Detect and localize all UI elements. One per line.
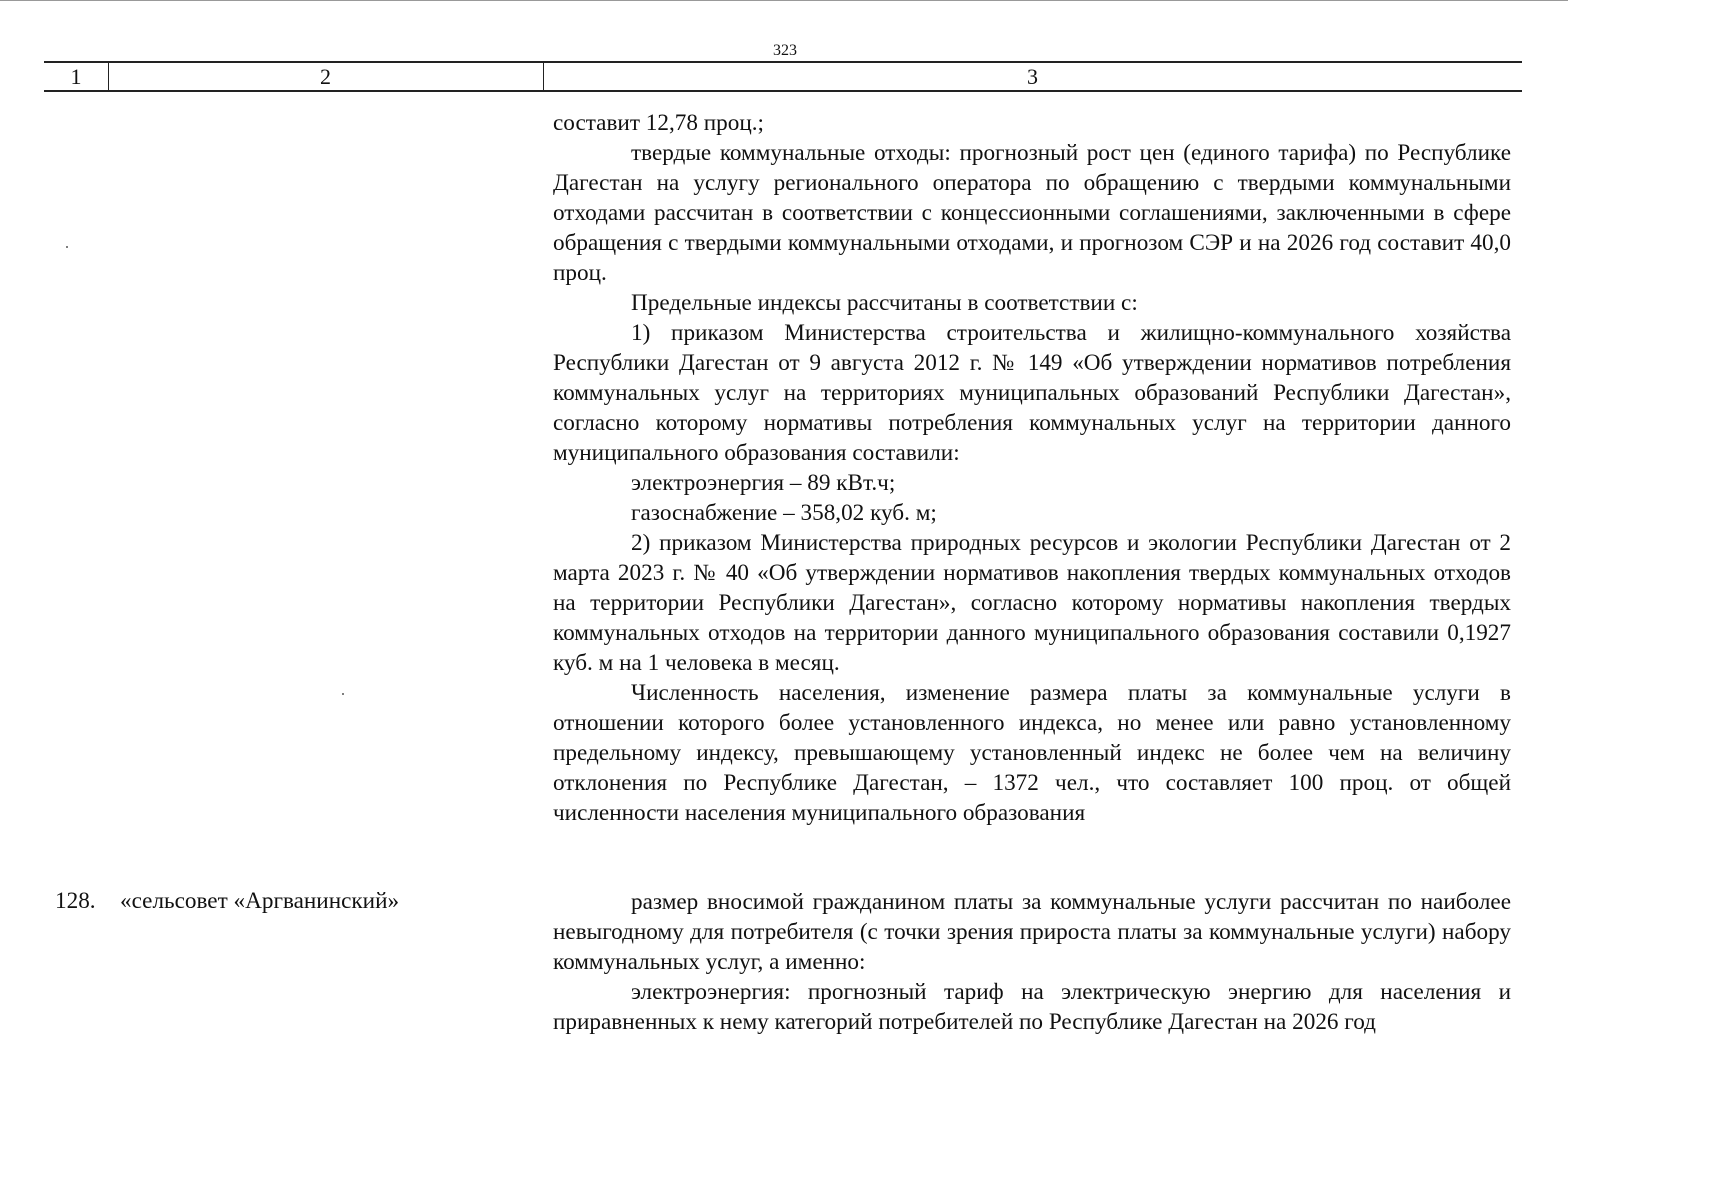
paragraph: 2) приказом Министерства природных ресурсов и экологии Республики Дагестан от 2 марта 2023 г. № 40 «Об утверждении нормативов накопления твердых коммунальных отходов на территории Республики Дагестан», согласно которому нормативы накопления твердых коммунальных отходов на территории данного муниципального образования составили 0,1927 куб. м на 1 человека в месяц.	[553, 530, 1511, 676]
paragraph: газоснабжение – 358,02 куб. м;	[631, 500, 937, 526]
paragraph: 1) приказом Министерства строительства и жилищно-коммунального хозяйства Республики Дагестан от 9 августа 2012 г. № 149 «Об утверждении нормативов потребления коммунальных услуг на территориях муниципальных образований Республики Дагестан», согласно которому нормативы потребления коммунальных услуг на территории данного муниципального образования составили:	[553, 320, 1511, 466]
column-header-1: 1	[70, 64, 82, 89]
scan-speck	[342, 693, 344, 695]
paragraph: Предельные индексы рассчитаны в соответствии с:	[631, 290, 1138, 316]
municipality-name: «сельсовет «Аргванинский»	[120, 888, 400, 914]
paragraph: электроэнергия: прогнозный тариф на электрическую энергию для населения и приравненных к нему категорий потребителей по Республике Дагестан на 2026 год	[553, 979, 1511, 1035]
column-header-3: 3	[1027, 64, 1038, 89]
paragraph: составит 12,78 проц.;	[553, 110, 764, 136]
table-header-bottom-rule	[44, 90, 1522, 92]
paragraph: Численность населения, изменение размера платы за коммунальные услуги в отношении которого более установленного индекса, но менее или равно установленному предельному индексу, превышающему установленный индекс не более чем на величину отклонения по Республике Дагестан, – 1372 чел., что составляет 100 проц. от общей численности населения муниципального образования	[553, 680, 1511, 826]
paragraph: твердые коммунальные отходы: прогнозный рост цен (единого тарифа) по Республике Дагестан на услугу регионального оператора по обращению с твердыми коммунальными отходами рассчитан в соответствии с концессионными соглашениями, заключенными в сфере обращения с твердыми коммунальными отходами, и прогнозом СЭР и на 2026 год составит 40,0 проц.	[553, 140, 1511, 286]
continuation-text-block	[553, 108, 1511, 828]
page-number: 323	[773, 42, 797, 59]
scan-speck	[66, 246, 68, 248]
row-number: 128.	[55, 888, 96, 914]
paragraph: электроэнергия – 89 кВт.ч;	[631, 470, 896, 496]
paragraph: размер вносимой гражданином платы за коммунальные услуги рассчитан по наиболее невыгодному для потребителя (с точки зрения прироста платы за коммунальные услуги) набору коммунальных услуг, а именно:	[553, 889, 1511, 975]
scan-edge-line	[0, 0, 1568, 1]
row-128-text-block	[553, 887, 1511, 1037]
table-header-top-rule	[44, 61, 1522, 63]
column-header-2: 2	[320, 64, 331, 89]
